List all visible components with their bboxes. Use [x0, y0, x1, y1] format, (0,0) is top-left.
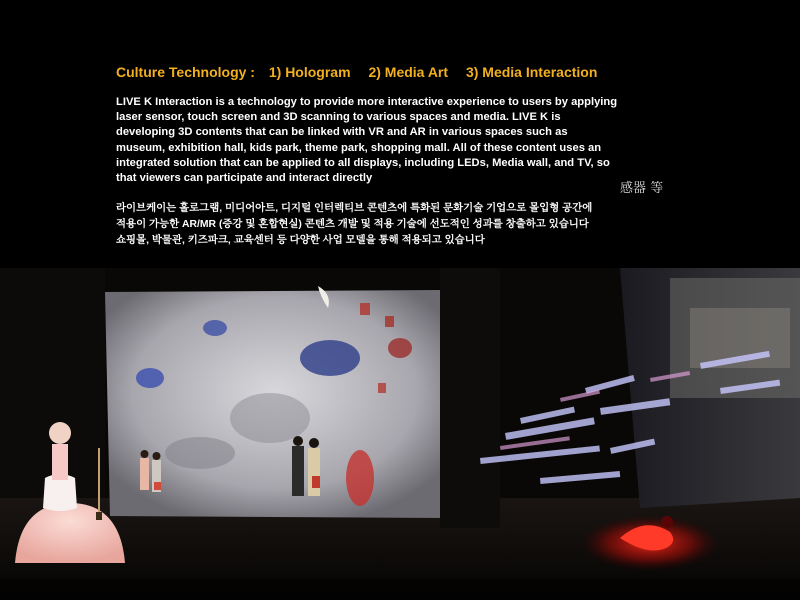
section-title [116, 64, 611, 80]
korean-line-3: 쇼핑몰, 박물관, 키즈파크, 교육센터 등 다양한 사업 모델을 통해 적용되고 있습니다 [116, 235, 485, 246]
title-lead: Culture Technology : [116, 64, 255, 80]
korean-line-2: 적용이 가능한 AR/MR (증강 및 혼합현실) 콘텐츠 개발 및 적용 기술에 선도적인 성과를 창출하고 있습니다 [116, 219, 589, 230]
korean-line-1: 라이브케이는 홀로그램, 미디어아트, 디지털 인터렉티브 콘텐츠에 특화된 문화기술 기업으로 몰입형 공간에 [116, 203, 593, 214]
stage-performance-photo [0, 268, 800, 600]
description-korean [116, 201, 636, 249]
title-item-media-art: 2) Media Art [368, 64, 449, 80]
title-item-media-interaction: 3) Media Interaction [465, 64, 598, 80]
description-english: LIVE K Interaction is a technology to provide more interactive experience to users by applying laser sensor, touch screen and 3D scanning to various spaces and media. LIVE K is developing 3D contents that can be linked with VR and AR in various spaces such as museum, exhibition hall, kids park, theme park, shopping mall. All of these content uses an integrated solution that can be applied to all displays, including LEDs, Media wall, and TV, so that viewers can participate and interact directly [116, 96, 618, 185]
title-item-hologram: 1) Hologram [268, 64, 351, 80]
cut-off-chinese-text: 感器 等 [620, 181, 664, 196]
